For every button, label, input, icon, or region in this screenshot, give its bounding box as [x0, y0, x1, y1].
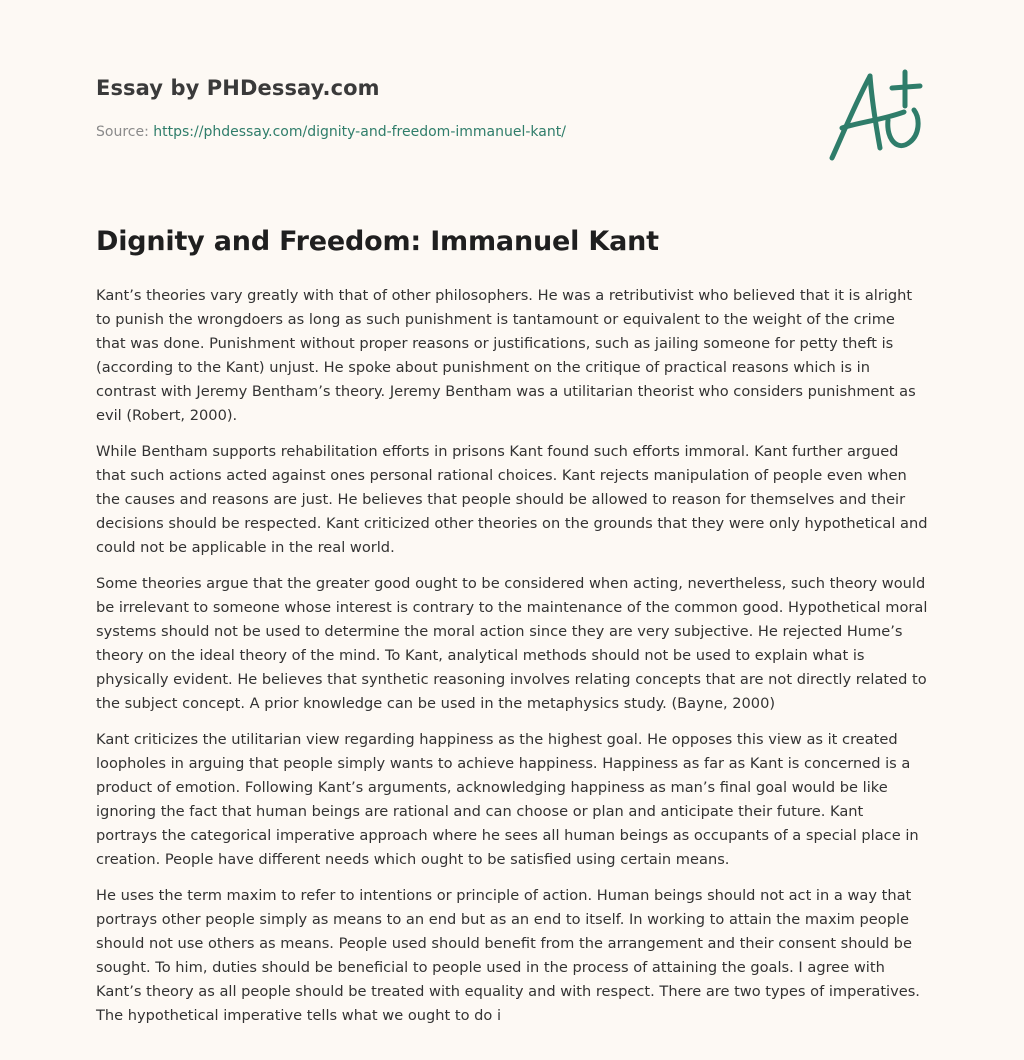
- a-plus-grade-icon: [826, 66, 930, 166]
- essay-paragraph: He uses the term maxim to refer to intentions or principle of action. Human beings should not act in a way that portrays other people simply as means to an end but as an end to itself. In working to attain the maxim people should not use others as means. People used should benefit from the arrangement and their consent should be sought. To him, duties should be beneficial to people used in the process of attaining the goals. I agree with Kant’s theory as all people should be treated with equality and with respect. There are two types of imperatives. The hypothetical imperative tells what we ought to do i: [96, 887, 920, 1024]
- source-link[interactable]: https://phdessay.com/dignity-and-freedom-immanuel-kant/: [153, 124, 566, 140]
- brand-name: Essay by PHDessay.com: [96, 76, 380, 100]
- source-line: [96, 124, 566, 140]
- essay-body: [96, 284, 928, 1040]
- essay-paragraph: While Bentham supports rehabilitation efforts in prisons Kant found such efforts immoral. Kant further argued that such actions acted against ones personal rational choices. Kant rejects manipulation of people even when the causes and reasons are just. He believes that people should be allowed to reason for themselves and their decisions should be respected. Kant criticized other theories on the grounds that they were only hypothetical and could not be applicable in the real world.: [96, 443, 928, 556]
- essay-paragraph: Some theories argue that the greater good ought to be considered when acting, nevertheless, such theory would be irrelevant to someone whose interest is contrary to the maintenance of the common good. Hypothetical moral systems should not be used to determine the moral action since they are very subjective. He rejected Hume’s theory on the ideal theory of the mind. To Kant, analytical methods should not be used to explain what is physically evident. He believes that synthetic reasoning involves relating concepts that are not directly related to the subject concept. A prior knowledge can be used in the metaphysics study. (Bayne, 2000): [96, 575, 928, 712]
- page-header: [96, 0, 928, 200]
- essay-title: Dignity and Freedom: Immanuel Kant: [96, 226, 659, 257]
- source-label: Source:: [96, 124, 149, 140]
- essay-paragraph: Kant criticizes the utilitarian view regarding happiness as the highest goal. He opposes this view as it created loopholes in arguing that people simply wants to achieve happiness. Happiness as far as Kant is concerned is a product of emotion. Following Kant’s arguments, acknowledging happiness as man’s final goal would be like ignoring the fact that human beings are rational and can choose or plan and anticipate their future. Kant portrays the categorical imperative approach where he sees all human beings as occupants of a special place in creation. People have different needs which ought to be satisfied using certain means.: [96, 731, 919, 868]
- essay-paragraph: Kant’s theories vary greatly with that of other philosophers. He was a retributivist who believed that it is alright to punish the wrongdoers as long as such punishment is tantamount or equivalent to the weight of the crime that was done. Punishment without proper reasons or justifications, such as jailing someone for petty theft is (according to the Kant) unjust. He spoke about punishment on the critique of practical reasons which is in contrast with Jeremy Bentham’s theory. Jeremy Bentham was a utilitarian theorist who considers punishment as evil (Robert, 2000).: [96, 287, 916, 424]
